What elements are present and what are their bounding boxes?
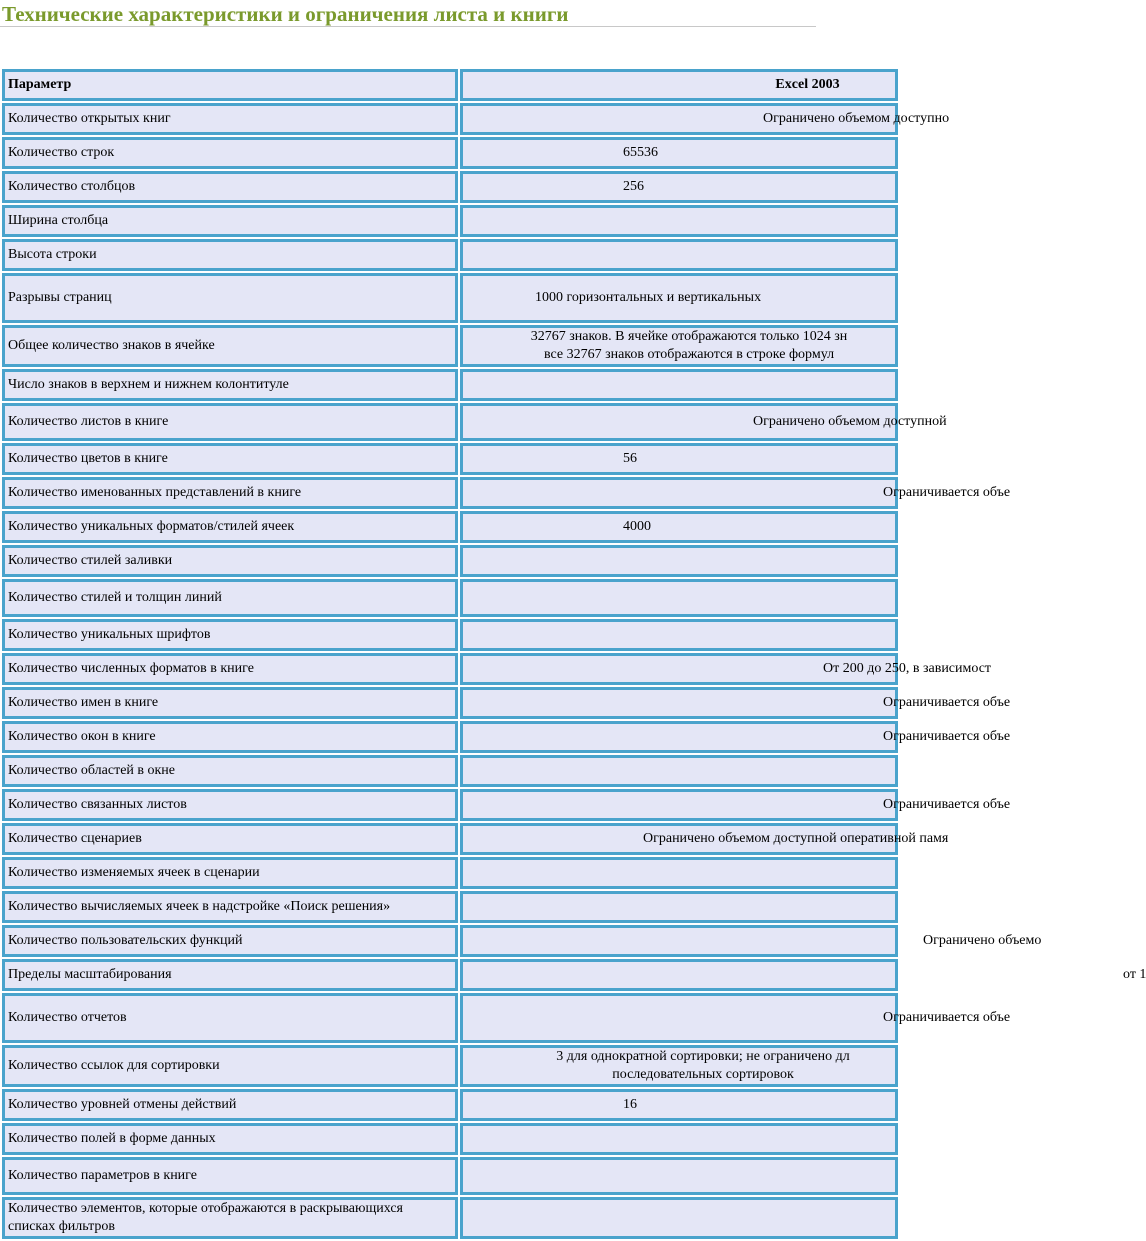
table-row — [2, 1045, 898, 1087]
param-cell: Количество параметров в книге — [2, 1157, 458, 1195]
table-row — [2, 325, 898, 367]
param-cell: Ширина столбца — [2, 205, 458, 237]
value-cell: Ограничено объемом доступно — [460, 103, 898, 135]
table-row — [2, 1157, 898, 1195]
header-excel-2003: Excel 2003 — [460, 69, 898, 101]
param-cell: Количество именованных представлений в книге — [2, 477, 458, 509]
param-cell: Количество имен в книге — [2, 687, 458, 719]
table-row — [2, 789, 898, 821]
value-cell: от 1 — [460, 959, 898, 991]
value-cell — [460, 1157, 898, 1195]
param-cell: Количество элементов, которые отображаются в раскрывающихся списках фильтров — [2, 1197, 458, 1239]
table-row — [2, 959, 898, 991]
param-cell: Количество уникальных шрифтов — [2, 619, 458, 651]
value-cell — [460, 1123, 898, 1155]
table-header-row — [2, 69, 898, 101]
value-cell: 4000 — [460, 511, 898, 543]
table-row — [2, 579, 898, 617]
param-cell: Количество уровней отмены действий — [2, 1089, 458, 1121]
table-row — [2, 239, 898, 271]
value-cell — [460, 205, 898, 237]
table-row — [2, 755, 898, 787]
value-cell — [460, 1197, 898, 1239]
table-row — [2, 205, 898, 237]
table-row — [2, 687, 898, 719]
param-cell: Количество сценариев — [2, 823, 458, 855]
param-cell: Высота строки — [2, 239, 458, 271]
param-cell: Пределы масштабирования — [2, 959, 458, 991]
table-row — [2, 511, 898, 543]
table-row — [2, 823, 898, 855]
value-cell: Ограничивается объе — [460, 687, 898, 719]
value-cell — [460, 891, 898, 923]
page-title: Технические характеристики и ограничения листа и книги — [2, 2, 569, 26]
table-row — [2, 925, 898, 957]
value-cell: От 200 до 250, в зависимост — [460, 653, 898, 685]
param-cell: Число знаков в верхнем и нижнем колонтитуле — [2, 369, 458, 401]
title-divider — [0, 26, 816, 27]
value-cell — [460, 619, 898, 651]
table-row — [2, 137, 898, 169]
table-row — [2, 721, 898, 753]
param-cell: Количество пользовательских функций — [2, 925, 458, 957]
table-row — [2, 891, 898, 923]
value-cell: 16 — [460, 1089, 898, 1121]
param-cell: Количество отчетов — [2, 993, 458, 1043]
param-cell: Количество областей в окне — [2, 755, 458, 787]
table-row — [2, 653, 898, 685]
table-row — [2, 103, 898, 135]
param-cell: Количество уникальных форматов/стилей ячеек — [2, 511, 458, 543]
table-row — [2, 619, 898, 651]
param-cell: Количество стилей и толщин линий — [2, 579, 458, 617]
value-cell — [460, 857, 898, 889]
table-row — [2, 171, 898, 203]
param-cell: Количество вычисляемых ячеек в надстройке «Поиск решения» — [2, 891, 458, 923]
specs-table-container — [0, 67, 1146, 1234]
table-row — [2, 1197, 898, 1239]
table-row — [2, 403, 898, 441]
value-cell — [460, 579, 898, 617]
param-cell: Количество строк — [2, 137, 458, 169]
value-cell: Ограничено объемо — [460, 925, 898, 957]
table-row — [2, 369, 898, 401]
value-cell — [460, 369, 898, 401]
value-cell: Ограничивается объе — [460, 721, 898, 753]
value-cell — [460, 545, 898, 577]
value-cell — [460, 1045, 898, 1087]
table-row — [2, 273, 898, 323]
table-row — [2, 993, 898, 1043]
param-cell: Количество изменяемых ячеек в сценарии — [2, 857, 458, 889]
value-cell: 1000 горизонтальных и вертикальных — [460, 273, 898, 323]
value-text: 32767 знаков. В ячейке отображаются только 1024 зн все 32767 знаков отображаются в строке формул — [530, 329, 848, 362]
value-cell — [460, 325, 898, 367]
value-cell — [460, 755, 898, 787]
value-cell: 65536 — [460, 137, 898, 169]
param-cell: Количество связанных листов — [2, 789, 458, 821]
table-row — [2, 1123, 898, 1155]
specs-table — [0, 67, 1146, 1241]
value-cell: Ограничивается объе — [460, 789, 898, 821]
table-row — [2, 545, 898, 577]
value-cell: Ограничено объемом доступной оперативной памя — [460, 823, 898, 855]
value-cell: Ограничивается объе — [460, 993, 898, 1043]
param-cell: Количество окон в книге — [2, 721, 458, 753]
table-row — [2, 1089, 898, 1121]
param-cell: Разрывы страниц — [2, 273, 458, 323]
table-row — [2, 443, 898, 475]
value-cell: 56 — [460, 443, 898, 475]
param-cell: Количество цветов в книге — [2, 443, 458, 475]
value-cell: 256 — [460, 171, 898, 203]
value-cell: Ограничивается объе — [460, 477, 898, 509]
value-cell: Ограничено объемом доступной — [460, 403, 898, 441]
param-cell: Количество численных форматов в книге — [2, 653, 458, 685]
value-text: 3 для однократной сортировки; не ограничено дл последовательных сортировок — [556, 1049, 850, 1082]
value-cell — [460, 239, 898, 271]
param-cell: Количество столбцов — [2, 171, 458, 203]
table-row — [2, 857, 898, 889]
param-cell: Количество листов в книге — [2, 403, 458, 441]
table-row — [2, 477, 898, 509]
header-param: Параметр — [2, 69, 458, 101]
param-cell: Количество ссылок для сортировки — [2, 1045, 458, 1087]
param-cell: Общее количество знаков в ячейке — [2, 325, 458, 367]
param-cell: Количество открытых книг — [2, 103, 458, 135]
param-cell: Количество полей в форме данных — [2, 1123, 458, 1155]
param-cell: Количество стилей заливки — [2, 545, 458, 577]
